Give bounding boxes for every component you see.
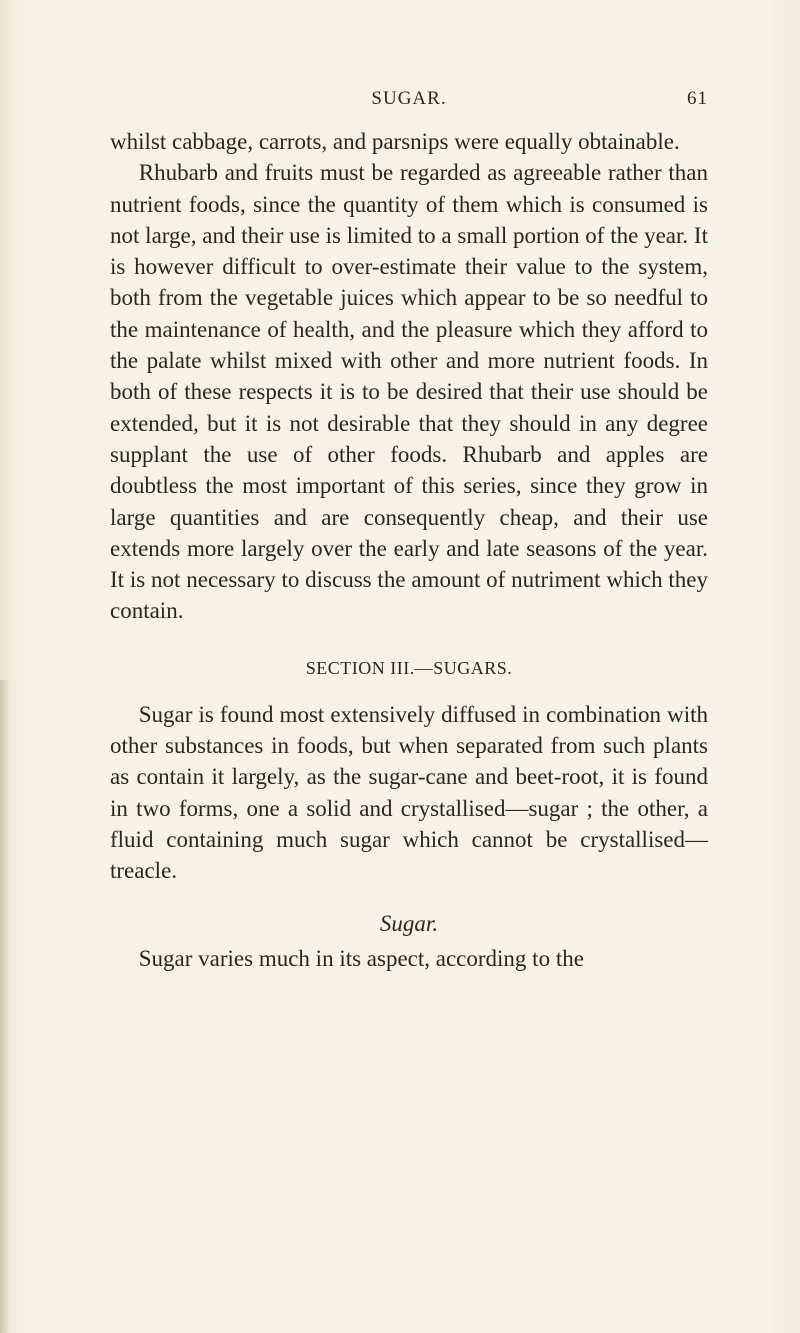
- paragraph-sugar-aspect: Sugar varies much in its aspect, according to the: [138, 945, 584, 971]
- page-edge-shadow: [0, 680, 10, 1333]
- paragraph-continued: whilst cabbage, carrots, and parsnips were equally obtainable.: [110, 129, 680, 154]
- page-number: 61: [687, 88, 708, 109]
- running-head: SUGAR.: [371, 88, 447, 109]
- section-heading: SECTION III.—SUGARS.: [305, 657, 513, 678]
- body-text: [110, 126, 708, 974]
- page-header: [110, 88, 708, 114]
- subheading-sugar: Sugar.: [379, 910, 439, 936]
- paragraph-sugar-intro: Sugar is found most extensively diffused in combination with other substances in foods, but when separated from such plants as contain it largely, as the sugar-cane and beet-root, it is found in two forms, one a solid and crystallised—sugar ; the other, a fluid containing much sugar which cannot be crystallised—treacle.: [110, 701, 708, 884]
- paragraph-rhubarb: Rhubarb and fruits must be regarded as agreeable rather than nutrient foods, since the quantity of them which is consumed is not large, and their use is limited to a small portion of the year. It is however difficult to over-estimate their value to the system, both from the vegetable juices which appear to be so needful to the maintenance of health, and the pleasure which they afford to the palate whilst mixed with other and more nutrient foods. In both of these respects it is to be desired that their use should be extended, but it is not desirable that they should in any degree supplant the use of other foods. Rhubarb and apples are doubtless the most important of this series, since they grow in large quantities and are consequently cheap, and their use extends more largely over the early and late seasons of the year. It is not necessary to discuss the amount of nutriment which they contain.: [110, 160, 708, 624]
